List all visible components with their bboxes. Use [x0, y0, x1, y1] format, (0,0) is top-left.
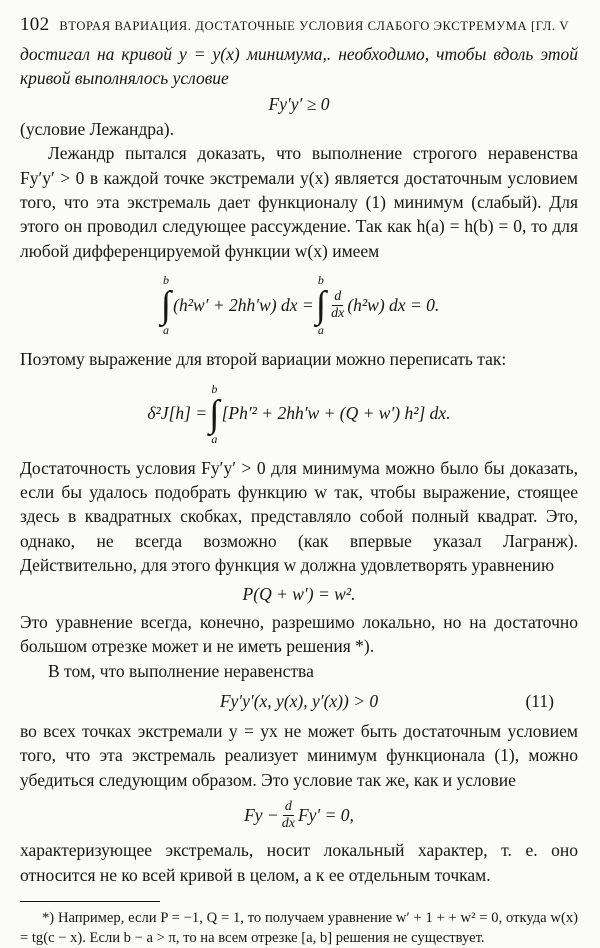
paragraph-8: во всех точках экстремали y = yx не может быть достаточным условием того, что эта экстремаль реализует минимум функционала (1), можно убедиться следующим образом. Это условие так же, как и условие	[20, 720, 578, 790]
paragraph-3: Лежандр пытался доказать, что выполнение строгого неравенства Fy′y′ > 0 в каждой точке экстремали y(x) является достаточным условием того, что эта экстремаль дает функционалу (1) минимум (слабый). Для этого он проводил следующее рассуждение. Так как h(a) = h(b) = 0, то для любой дифференцируемой функции w(x) имеем	[20, 143, 578, 261]
second-variation-body: [Ph′² + 2hh′w + (Q + w′) h²] dx.	[221, 403, 451, 424]
integral-sign: b ∫ a	[315, 273, 327, 338]
footnote-rule	[20, 901, 160, 902]
paragraph-5: Достаточность условия Fy′y′ > 0 для минимума можно было бы доказать, если бы удалось подобрать функцию w так, чтобы выражение, стоящее здесь в квадратных скобках, представляло собой полный квадрат. Это, однако, не всегда возможно (как впервые указал Лагранж). Действительно, для этого функция w должна удовлетворять уравнению	[20, 457, 578, 576]
formula-11-body: Fy′y′(x, y(x), y′(x)) > 0	[219, 690, 379, 711]
derivative-fraction: $\frac{d}{dx}$	[331, 288, 345, 321]
running-header	[20, 14, 578, 42]
integral-sign: b ∫ a	[209, 381, 220, 446]
formula-11	[20, 683, 578, 719]
paragraph-6: Это уравнение всегда, конечно, разрешимо локально, но на достаточно большом отрезке может и не иметь решения *).	[20, 611, 578, 657]
footnote: *) Например, если P = −1, Q = 1, то получаем уравнение w′ + 1 + + w² = 0, откуда w(x) = tg(c − x). Если b − a > π, то на всем отрезке [a, b] решения не существует.	[20, 909, 578, 946]
integral-lhs: (h²w′ + 2hh′w) dx =	[173, 294, 314, 315]
equation-number: (11)	[525, 690, 554, 711]
euler-right: Fy′ = 0,	[297, 804, 354, 825]
paragraph-1: достигал на кривой y = y(x) минимума,. необходимо, чтобы вдоль этой кривой выполнялось условие	[20, 44, 578, 89]
page-number: 102	[20, 14, 50, 35]
formula-riccati: P(Q + w′) = w².	[242, 583, 356, 604]
formula-second-variation	[20, 372, 578, 456]
chapter-title: ВТОРАЯ ВАРИАЦИЯ. ДОСТАТОЧНЫЕ УСЛОВИЯ СЛАБОГО ЭКСТРЕМУМА [ГЛ. V	[59, 19, 570, 33]
paragraph-7: В том, что выполнение неравенства	[48, 660, 314, 681]
second-variation-lhs: δ²J[h] =	[147, 403, 208, 424]
formula-euler-equation	[20, 792, 578, 838]
integral-sign: b ∫ a	[160, 273, 172, 338]
paragraph-4: Поэтому выражение для второй вариации можно переписать так:	[20, 349, 507, 370]
formula-integral-identity	[20, 263, 578, 347]
euler-left: Fy −	[244, 804, 279, 825]
paragraph-9: характеризующее экстремаль, носит локальный характер, т. е. оно относится не ко всей кривой в целом, а к ее отдельным точкам.	[20, 840, 578, 885]
formula-legendre: Fy′y′ ≥ 0	[268, 93, 330, 114]
integral-rhs: (h²w) dx = 0.	[347, 294, 440, 315]
paragraph-2: (условие Лежандра).	[20, 118, 174, 139]
derivative-fraction: $\frac{d}{dx}$	[281, 798, 295, 831]
